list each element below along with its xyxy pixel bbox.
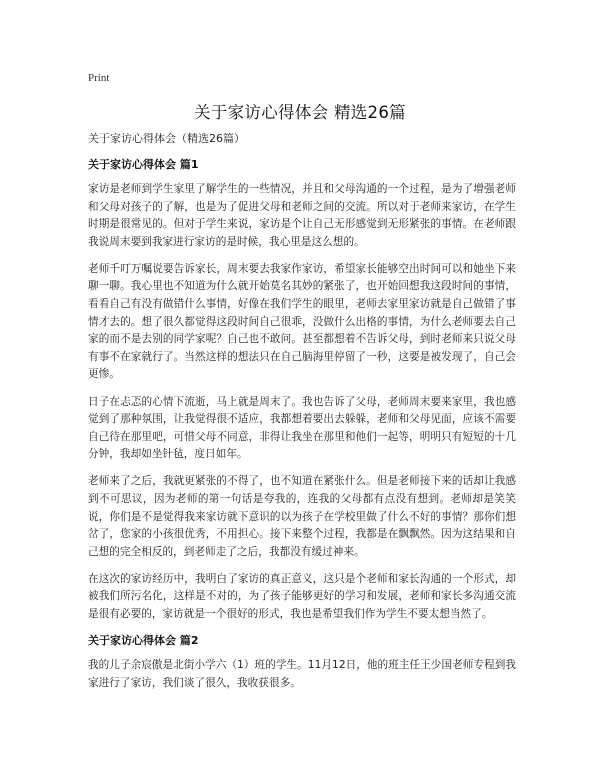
document-body — [88, 131, 516, 702]
paragraph: 日子在忐忑的心情下流逝，马上就是周末了。我也告诉了父母，老师周末要来家里，我也感觉到了那种氛围，让我觉得很不适应，我都想着要出去躲躲，老师和父母见面，应该不需要自己待在那里吧，可惜父母不同意，非得让我坐在那里和他们一起等，明明只有短短的十几分钟，我却如坐针毡，度日如年。 — [88, 395, 516, 461]
document-title: 关于家访心得体会 精选26篇 — [194, 103, 406, 122]
paragraph: 在这次的家访经历中，我明白了家访的真正意义，这只是个老师和家长沟通的一个形式，却被我们所污名化，这样是不对的，为了孩子能够更好的学习和发展，老师和家长多沟通交流是很有必要的，家访就是一个很好的形式，我也是希望我们作为学生不要太想当然了。 — [88, 572, 516, 621]
paragraph: 老师千叮万嘱说要告诉家长，周末要去我家作家访，希望家长能够空出时间可以和她坐下来聊一聊。我心里也不知道为什么就开始莫名其妙的紧张了，也开始回想我这段时间的事情，看看自己有没有做错什么事情，好像在我们学生的眼里，老师去家里家访就是自己做错了事情才去的。想了很久都觉得这段时间自己很乖，没做什么出格的事情，为什么老师要去自己家的而不是去别的同学家呢？自己也不敢问。甚至都想着不告诉父母，到时老师来只说父母有事不在家就行了。当然这样的想法只在自己脑海里停留了一秒，这要是被发现了，自己会更惨。 — [88, 262, 516, 381]
paragraph: 我的儿子余宸傲是北街小学六（1）班的学生。11月12日，他的班主任王少国老师专程到我家进行了家访，我们谈了很久，我收获很多。 — [88, 659, 516, 689]
print-label: Print — [88, 72, 110, 84]
section-1 — [88, 157, 516, 624]
section-2 — [88, 633, 516, 692]
section-heading: 关于家访心得体会 篇2 — [88, 634, 199, 648]
paragraph: 老师来了之后，我就更紧张的不得了，也不知道在紧张什么。但是老师接下来的话却让我感到不可思议，因为老师的第一句话是夸我的，连我的父母都有点没有想到。老师却是笑笑说，你们是不是觉得我来家访就下意识的以为孩子在学校里做了什么不好的事情？那你们想岔了，您家的小孩很优秀，不用担心。接下来整个过程，我都是在飘飘然。因为这结果和自己想的完全相反的，到老师走了之后，我都没有缓过神来。 — [88, 475, 516, 558]
paragraph: 家访是老师到学生家里了解学生的一些情况，并且和父母沟通的一个过程，是为了增强老师和父母对孩子的了解，也是为了促进父母和老师之间的交流。所以对于老师来家访，在学生时期是很常见的。但对于学生来说，家访是个让自己无形感觉到无形紧张的事情。在老师跟我说周末要到我家进行家访的是时候，我心里是这么想的。 — [88, 183, 516, 248]
section-heading: 关于家访心得体会 篇1 — [88, 158, 199, 171]
document-subtitle: 关于家访心得体会（精选26篇） — [88, 132, 245, 145]
